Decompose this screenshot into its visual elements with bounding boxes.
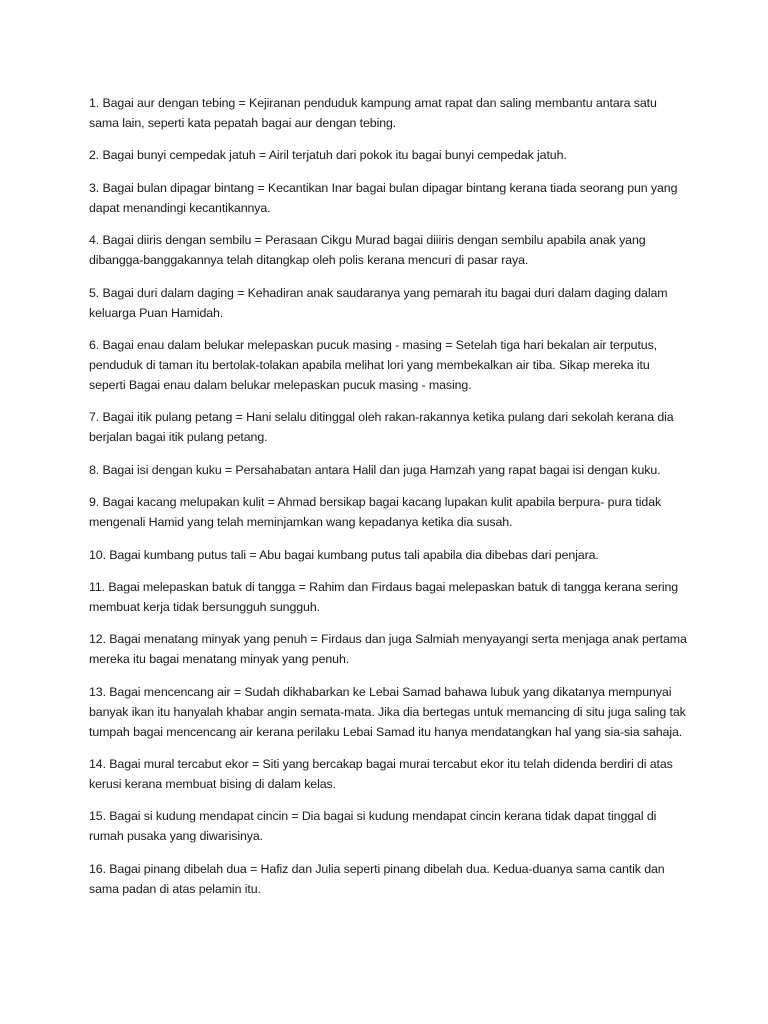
list-item: 9. Bagai kacang melupakan kulit = Ahmad bersikap bagai kacang lupakan kulit apabila berpura- pura tidak mengenali Hamid yang telah meminjamkan wang kepadanya ketika dia susah. — [89, 495, 662, 530]
list-item: 12. Bagai menatang minyak yang penuh = Firdaus dan juga Salmiah menyayangi serta menjaga anak pertama mereka itu bagai menatang minyak yang penuh. — [89, 632, 687, 667]
list-item: 4. Bagai diiris dengan sembilu = Perasaan Cikgu Murad bagai diiiris dengan sembilu apabila anak yang dibangga-banggakannya telah ditangkap oleh polis kerana mencuri di pasar raya. — [89, 233, 646, 268]
list-item: 14. Bagai mural tercabut ekor = Siti yang bercakap bagai murai tercabut ekor itu telah didenda berdiri di atas kerusi kerana membuat bising di dalam kelas. — [89, 757, 673, 792]
list-item: 13. Bagai mencencang air = Sudah dikhabarkan ke Lebai Samad bahawa lubuk yang dikatanya mempunyai banyak ikan itu hanyalah khabar angin semata-mata. Jika dia bertegas untuk memancing di situ juga saling tak tumpah bagai mencencang air kerana perilaku Lebai Samad itu hanya mendatangkan hal yang sia-sia sahaja. — [89, 684, 686, 739]
list-item: 1. Bagai aur dengan tebing = Kejiranan penduduk kampung amat rapat dan saling membantu antara satu sama lain, seperti kata pepatah bagai aur dengan tebing. — [89, 96, 657, 130]
list-item: 16. Bagai pinang dibelah dua = Hafiz dan Julia seperti pinang dibelah dua. Kedua-duanya sama cantik dan sama padan di atas pelamin itu. — [89, 861, 665, 896]
list-item: 3. Bagai bulan dipagar bintang = Kecantikan Inar bagai bulan dipagar bintang kerana tiada seorang pun yang dapat menandingi kecantikannya. — [89, 180, 678, 215]
list-item: 6. Bagai enau dalam belukar melepaskan pucuk masing - masing = Setelah tiga hari bekalan air terputus, penduduk di taman itu bertolak-tolakan apabila melihat lori yang membekalkan air tiba. Sikap mereka itu seperti Bagai enau dalam belukar melepaskan pucuk masing - masing. — [89, 337, 658, 392]
list-item: 5. Bagai duri dalam daging = Kehadiran anak saudaranya yang pemarah itu bagai duri dalam daging dalam keluarga Puan Hamidah. — [89, 285, 668, 320]
list-item: 8. Bagai isi dengan kuku = Persahabatan antara Halil dan juga Hamzah yang rapat bagai isi dengan kuku. — [89, 462, 661, 477]
peribahasa-list — [89, 93, 689, 911]
list-item: 15. Bagai si kudung mendapat cincin = Dia bagai si kudung mendapat cincin kerana tidak dapat tinggal di rumah pusaka yang diwarisinya. — [89, 809, 657, 844]
list-item: 10. Bagai kumbang putus tali = Abu bagai kumbang putus tali apabila dia dibebas dari penjara. — [89, 547, 599, 562]
list-item: 2. Bagai bunyi cempedak jatuh = Airil terjatuh dari pokok itu bagai bunyi cempedak jatuh. — [89, 148, 567, 163]
list-item: 7. Bagai itik pulang petang = Hani selalu ditinggal oleh rakan-rakannya ketika pulang dari sekolah kerana dia berjalan bagai itik pulang petang. — [89, 410, 674, 445]
list-item: 11. Bagai melepaskan batuk di tangga = Rahim dan Firdaus bagai melepaskan batuk di tangga kerana sering membuat kerja tidak bersungguh sungguh. — [89, 579, 679, 614]
